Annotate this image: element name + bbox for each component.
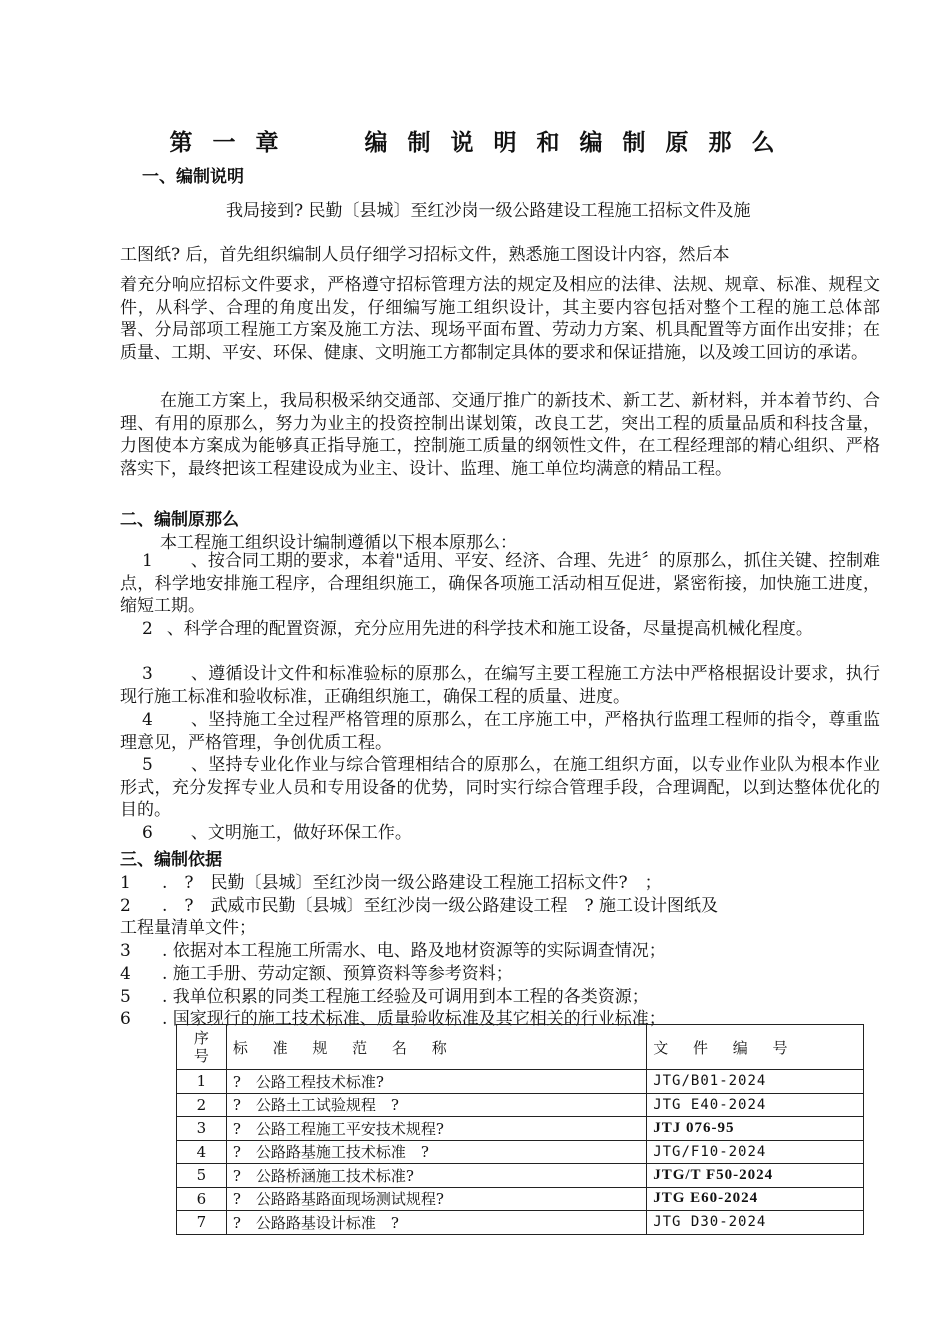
section-heading-3: 三、编制依据 (120, 850, 222, 870)
principle-number: 2 (142, 619, 153, 639)
table-row (177, 1164, 864, 1188)
principle-text: 、坚持施工全过程严格管理的原那么，在工序施工中，严格执行监理工程师的指令，尊重监理意见，严格管理，争创优质工程。 (120, 710, 880, 753)
header-number-line-2: 号 (193, 1047, 209, 1065)
section-heading-2: 二、编制原那么 (120, 510, 239, 530)
principle-text: 、坚持专业化作业与综合管理相结合的原那么，在施工组织方面，以专业作业队为根本作业形式，充分发挥专业人员和专用设备的优势，同时实行综合管理手段，合理调配，以到达整体优化的目的。 (120, 755, 880, 821)
section-heading-1: 一、编制说明 (142, 167, 244, 187)
row-code: JTG E60-2024 (647, 1187, 864, 1211)
row-code: JTG D30-2024 (647, 1211, 864, 1235)
table-row (177, 1117, 864, 1141)
row-name: ? 公路路基施工技术标准 ? (226, 1140, 646, 1164)
row-name: ? 公路路基路面现场测试规程? (226, 1187, 646, 1211)
header-number (177, 1025, 227, 1070)
row-name: ? 公路桥涵施工技术标准? (226, 1164, 646, 1188)
chapter-title (0, 124, 950, 157)
row-number: 7 (177, 1211, 227, 1235)
basis-text: . ? 民勤〔县城〕至红沙岗一级公路建设工程施工招标文件? ； (162, 873, 662, 893)
row-code: JTG/F10-2024 (647, 1140, 864, 1164)
header-code: 文 件 编 号 (647, 1025, 864, 1070)
standards-table (176, 1024, 864, 1235)
principle-number: 6 (142, 823, 153, 843)
row-name: ? 公路工程技术标准? (226, 1070, 646, 1094)
principle-number: 1 (142, 551, 153, 571)
principle-item (120, 754, 880, 822)
table-row (177, 1140, 864, 1164)
principle-number: 4 (142, 710, 153, 730)
table-header-row (177, 1025, 864, 1070)
principle-text: 、文明施工，做好环保工作。 (190, 823, 412, 843)
principle-number: 3 (142, 664, 153, 684)
principle-item (120, 663, 880, 708)
row-name: ? 公路路基设计标准 ? (226, 1211, 646, 1235)
principle-item (120, 709, 880, 754)
paragraph-1-line-2: 工图纸? 后，首先组织编制人员仔细学习招标文件，熟悉施工图设计内容，然后本 (120, 245, 730, 265)
row-code: JTG E40-2024 (647, 1093, 864, 1117)
principle-text: 、按合同工期的要求，本着"适用、平安、经济、合理、先进〞的原那么，抓住关键、控制难点，科学地安排施工程序，合理组织施工，确保各项施工活动相互促进，紧密衔接，加快施工进度，缩短工期。 (120, 551, 880, 617)
row-number: 6 (177, 1187, 227, 1211)
principles-intro: 本工程施工组织设计编制遵循以下根本原那么： (160, 533, 517, 553)
basis-item (120, 868, 662, 893)
basis-text: . 国家现行的施工技术标准、质量验收标准及其它相关的行业标准； (162, 1009, 666, 1029)
basis-text: . 我单位积累的同类工程施工经验及可调用到本工程的各类资源； (162, 987, 649, 1007)
principle-text: 、科学合理的配置资源，充分应用先进的科学技术和施工设备，尽量提高机械化程度。 (166, 619, 813, 639)
principle-text: 、遵循设计文件和标准验标的原那么，在编写主要工程施工方法中严格根据设计要求，执行现行施工标准和验收标准，正确组织施工，确保工程的质量、进度。 (120, 664, 880, 707)
principle-number: 5 (142, 755, 153, 775)
table-row (177, 1211, 864, 1235)
header-name: 标 准 规 范 名 称 (226, 1025, 646, 1070)
row-number: 2 (177, 1093, 227, 1117)
row-code: JTG/B01-2024 (647, 1070, 864, 1094)
chapter-heading: 编 制 说 明 和 编 制 原 那 么 (364, 130, 781, 156)
basis-number: 6 (120, 1009, 131, 1029)
table-row (177, 1070, 864, 1094)
basis-text: . ? 武威市民勤〔县城〕至红沙岗一级公路建设工程 ? 施工设计图纸及 (162, 896, 719, 916)
row-name: ? 公路土工试验规程 ? (226, 1093, 646, 1117)
row-number: 4 (177, 1140, 227, 1164)
paragraph-1-line-1: 我局接到? 民勤〔县城〕至红沙岗一级公路建设工程施工招标文件及施 (226, 201, 751, 221)
basis-number: 5 (120, 987, 131, 1007)
header-number-line-1: 序 (193, 1029, 209, 1047)
row-number: 3 (177, 1117, 227, 1141)
basis-item (120, 959, 513, 984)
row-name: ? 公路工程施工平安技术规程? (226, 1117, 646, 1141)
row-number: 5 (177, 1164, 227, 1188)
row-number: 1 (177, 1070, 227, 1094)
row-code: JTJ 076-95 (647, 1117, 864, 1141)
chapter-number: 第 一 章 (169, 130, 285, 156)
basis-number: 3 (120, 941, 131, 961)
basis-item (120, 936, 666, 961)
paragraph-1-rest: 着充分响应招标文件要求，严格遵守招标管理方法的规定及相应的法律、法规、规章、标准、规程文件，从科学、合理的角度出发，仔细编写施工组织设计，其主要内容包括对整个工程的施工总体部署、分局部项工程施工方案及施工方法、现场平面布置、劳动力方案、机具配置等方面作出安排；在质量、工期、平安、环保、健康、文明施工方都制定具体的要求和保证措施，以及竣工回访的承诺。 (120, 275, 880, 363)
principle-item (120, 618, 880, 641)
basis-item-continuation: 工程量清单文件； (120, 918, 256, 938)
basis-text: . 施工手册、劳动定额、预算资料等参考资料； (162, 964, 513, 984)
principle-item (120, 822, 880, 845)
table-row (177, 1093, 864, 1117)
basis-number: 1 (120, 873, 131, 893)
basis-text: . 依据对本工程施工所需水、电、路及地材资源等的实际调查情况； (162, 941, 666, 961)
paragraph-2: 在施工方案上，我局积极采纳交通部、交通厅推广的新技术、新工艺、新材料，并本着节约、合理、有用的原那么，努力为业主的投资控制出谋划策，改良工艺，突出工程的质量品质和科技含量，力图使本方案成为能够真正指导施工，控制施工质量的纲领性文件，在工程经理部的精心组织、严格落实下，最终把该工程建设成为业主、设计、监理、施工单位均满意的精品工程。 (120, 391, 880, 479)
row-code: JTG/T F50-2024 (647, 1164, 864, 1188)
principle-item (120, 550, 880, 618)
basis-number: 2 (120, 896, 131, 916)
basis-number: 4 (120, 964, 131, 984)
table-row (177, 1187, 864, 1211)
